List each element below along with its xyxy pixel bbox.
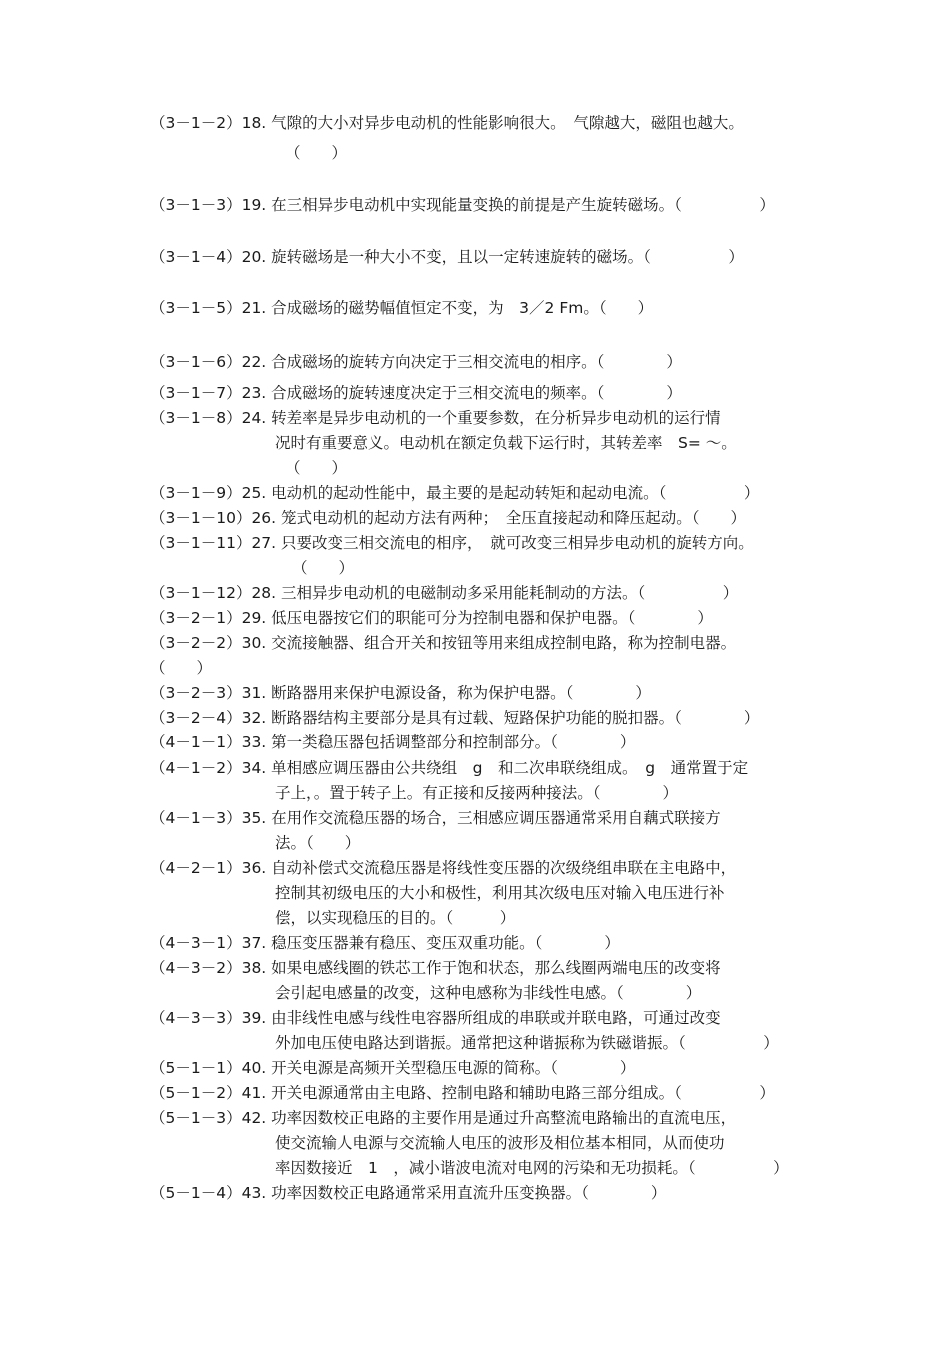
question-line: 法。（ ）	[275, 834, 361, 852]
question-line: （5－1－4）43. 功率因数校正电路通常采用直流升压变换器。（ ）	[150, 1184, 667, 1202]
question-line: （3－1－2）18. 气隙的大小对异步电动机的性能影响很大。 气隙越大，磁阻也越大。	[150, 114, 744, 132]
question-line: （3－1－7）23. 合成磁场的旋转速度决定于三相交流电的频率。（ ）	[150, 384, 682, 402]
question-line: （ ）	[285, 144, 348, 162]
question-line: （3－2－2）30. 交流接触器、组合开关和按钮等用来组成控制电路，称为控制电器。	[150, 634, 737, 652]
question-line: （ ）	[285, 459, 348, 477]
question-line: （4－3－1）37. 稳压变压器兼有稳压、变压双重功能。（ ）	[150, 934, 620, 952]
question-line: 偿，以实现稳压的目的。（ ）	[275, 909, 516, 927]
question-line: 使交流输人电源与交流输人电压的波形及相位基本相同，从而使功	[275, 1134, 725, 1152]
question-line: （3－1－10）26. 笼式电动机的起动方法有两种； 全压直接起动和降压起动。（ ）	[150, 509, 747, 527]
question-line: （3－1－12）28. 三相异步电动机的电磁制动多采用能耗制动的方法。（ ）	[150, 584, 739, 602]
question-line: （4－1－2）34. 单相感应调压器由公共绕组 g 和二次串联绕组成。 g 通常置于定	[150, 759, 749, 777]
question-line: （3－1－5）21. 合成磁场的磁势幅值恒定不变，为 3／2 Fm。（ ）	[150, 299, 654, 317]
question-line: 况时有重要意义。电动机在额定负载下运行时，其转差率 S= ～。	[275, 434, 737, 452]
question-line: （3－1－4）20. 旋转磁场是一种大小不变，且以一定转速旋转的磁场。（ ）	[150, 248, 744, 266]
question-line: （ ）	[150, 659, 213, 677]
question-line: （4－2－1）36. 自动补偿式交流稳压器是将线性变压器的次级绕组串联在主电路中，	[150, 859, 737, 877]
question-line: 外加电压使电路达到谐振。通常把这种谐振称为铁磁谐振。（ ）	[275, 1034, 779, 1052]
question-line: （5－1－3）42. 功率因数校正电路的主要作用是通过升高整流电路输出的直流电压，	[150, 1109, 737, 1127]
question-line: （3－1－11）27. 只要改变三相交流电的相序， 就可改变三相异步电动机的旋转方向。	[150, 534, 754, 552]
question-line: （3－1－6）22. 合成磁场的旋转方向决定于三相交流电的相序。（ ）	[150, 353, 682, 371]
question-line: （3－2－4）32. 断路器结构主要部分是具有过载、短路保护功能的脱扣器。（ ）	[150, 709, 760, 727]
question-line: （4－1－3）35. 在用作交流稳压器的场合，三相感应调压器通常采用自藕式联接方	[150, 809, 721, 827]
question-line: （4－1－1）33. 第一类稳压器包括调整部分和控制部分。（ ）	[150, 733, 636, 751]
question-line: （3－1－3）19. 在三相异步电动机中实现能量变换的前提是产生旋转磁场。（ ）	[150, 196, 775, 214]
question-line: （3－2－3）31. 断路器用来保护电源设备，称为保护电器。（ ）	[150, 684, 651, 702]
question-line: 率因数接近 1 ，减小谐波电流对电网的污染和无功损耗。（ ）	[275, 1159, 789, 1177]
question-line: （5－1－2）41. 开关电源通常由主电路、控制电路和辅助电路三部分组成。（ ）	[150, 1084, 775, 1102]
question-line: （3－2－1）29. 低压电器按它们的职能可分为控制电器和保护电器。（ ）	[150, 609, 713, 627]
question-line: （5－1－1）40. 开关电源是高频开关型稳压电源的简称。（ ）	[150, 1059, 636, 1077]
question-line: 子上，。置于转子上。有正接和反接两种接法。（ ）	[275, 784, 679, 802]
question-line: （ ）	[292, 559, 355, 577]
question-line: 控制其初级电压的大小和极性，利用其次级电压对输入电压进行补	[275, 884, 725, 902]
question-line: 会引起电感量的改变，这种电感称为非线性电感。（ ）	[275, 984, 702, 1002]
question-line: （4－3－2）38. 如果电感线圈的铁芯工作于饱和状态，那么线圈两端电压的改变将	[150, 959, 721, 977]
question-line: （4－3－3）39. 由非线性电感与线性电容器所组成的串联或并联电路，可通过改变	[150, 1009, 721, 1027]
question-line: （3－1－9）25. 电动机的起动性能中，最主要的是起动转矩和起动电流。（ ）	[150, 484, 760, 502]
question-line: （3－1－8）24. 转差率是异步电动机的一个重要参数，在分析异步电动机的运行情	[150, 409, 721, 427]
